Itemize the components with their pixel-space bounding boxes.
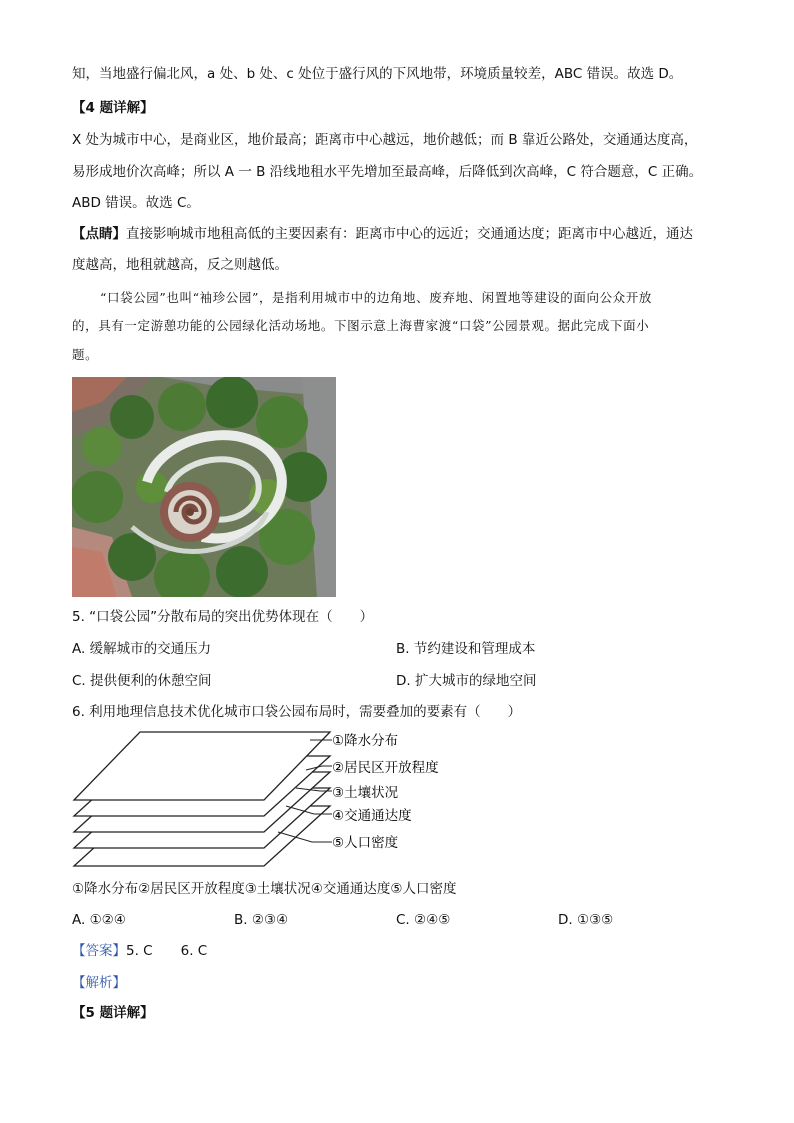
layer-3-label: ③土壤状况 <box>332 785 399 801</box>
intro-line: 题。 <box>72 347 99 362</box>
text-line: 知，当地盛行偏北风，a 处、b 处、c 处位于盛行风的下风地带，环境质量较差，ABC 错误。故选 D。 <box>72 66 683 82</box>
answer-5: 5. C <box>126 943 153 959</box>
answer-tag: 【答案】 <box>72 943 126 959</box>
q6-option-a[interactable]: A. ①②④ <box>72 912 126 928</box>
question-6-stem: 6. 利用地理信息技术优化城市口袋公园布局时，需要叠加的要素有（ ） <box>72 704 522 720</box>
answer-row <box>72 941 722 961</box>
pocket-park-aerial-photo <box>72 377 336 597</box>
dianjing-text: 直接影响城市地租高低的主要因素有：距离市中心的远近；交通通达度；距离市中心越近，通达 <box>126 226 693 242</box>
pocket-park-illustration <box>72 377 336 597</box>
analysis-tag: 【解析】 <box>72 975 126 991</box>
text-line: X 处为城市中心，是商业区，地价最高；距离市中心越远，地价越低；而 B 靠近公路处，交通通达度高， <box>72 132 698 148</box>
layer-stack-svg <box>70 728 490 874</box>
text-line: 度越高，地租就越高，反之则越低。 <box>72 257 288 273</box>
intro-line: 的，具有一定游憩功能的公园绿化活动场地。下图示意上海曹家渡“口袋”公园景观。据此完成下面小 <box>72 318 650 333</box>
layer-4-label: ④交通通达度 <box>332 808 412 824</box>
layer-5-label: ⑤人口密度 <box>332 835 399 851</box>
q5-option-a[interactable]: A. 缓解城市的交通压力 <box>72 641 212 657</box>
section-heading-4: 【4 题详解】 <box>72 100 154 116</box>
q6-option-d[interactable]: D. ①③⑤ <box>558 912 614 928</box>
intro-line: “口袋公园”也叫“袖珍公园”，是指利用城市中的边角地、废弃地、闲置地等建设的面向公众开放 <box>100 290 652 305</box>
q5-option-c[interactable]: C. 提供便利的休憩空间 <box>72 673 212 689</box>
q5-option-d[interactable]: D. 扩大城市的绿地空间 <box>396 673 537 689</box>
section-heading-5: 【5 题详解】 <box>72 1005 154 1021</box>
text-line: 易形成地价次高峰；所以 A 一 B 沿线地租水平先增加至最高峰，后降低到次高峰，C 符合题意，C 正确。 <box>72 164 703 180</box>
dianjing-paragraph <box>72 224 722 244</box>
text-line: ABD 错误。故选 C。 <box>72 195 200 211</box>
q5-option-b[interactable]: B. 节约建设和管理成本 <box>396 641 536 657</box>
answer-6: 6. C <box>180 943 208 959</box>
dianjing-tag: 【点睛】 <box>72 226 126 242</box>
q6-option-b[interactable]: B. ②③④ <box>234 912 289 928</box>
gis-layers-diagram <box>70 728 490 874</box>
q6-element-list: ①降水分布②居民区开放程度③土壤状况④交通通达度⑤人口密度 <box>72 881 457 897</box>
layer-1-label: ①降水分布 <box>332 733 399 749</box>
question-5-stem: 5. “口袋公园”分散布局的突出优势体现在（ ） <box>72 609 374 625</box>
layer-2-label: ②居民区开放程度 <box>332 760 439 776</box>
q6-option-c[interactable]: C. ②④⑤ <box>396 912 451 928</box>
